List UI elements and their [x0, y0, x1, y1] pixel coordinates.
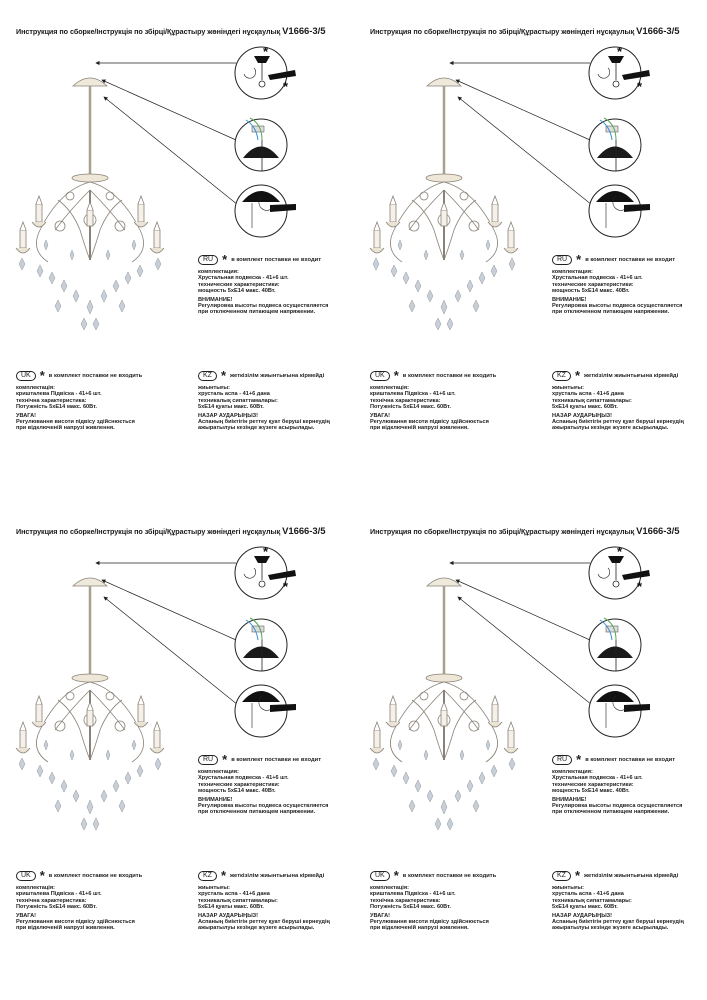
info-line: мощность 5xE14 макс. 40Вт. [198, 288, 276, 295]
info-line: жиынтығы: [552, 885, 585, 891]
not-included-note: жеткізілім жиынтығына кірмейді [230, 372, 325, 379]
info-line: технические характеристики: [552, 781, 634, 788]
not-included-note: в комплект поставки не входить [402, 872, 497, 879]
arrow-line [102, 580, 236, 640]
info-line: Потужність 5xE14 макс. 60Вт. [370, 404, 451, 411]
info-line: техникалық сипаттамалары: [552, 897, 632, 904]
info-line: комплектация: [198, 769, 239, 775]
info-line: при отключенном питающем напряжении. [552, 809, 670, 816]
language-badge-kz: KZ [552, 371, 571, 381]
info-line: технічна характеристика: [370, 397, 441, 404]
info-block-ru [198, 752, 329, 816]
model-number: V1666-3/5 [636, 526, 680, 537]
info-line: комплектація: [370, 385, 409, 391]
not-included-note: жеткізілім жиынтығына кірмейді [230, 872, 325, 879]
info-line: Хрустальная подвеска - 41+6 шт. [552, 275, 643, 282]
info-line: Регулювання висоти підвісу здійснюється [16, 919, 135, 926]
info-line: хрусталь аспа - 41+6 дана [198, 891, 270, 898]
info-block-kz [552, 368, 684, 432]
info-line: 5xE14 қуаты макс. 60Вт. [552, 404, 618, 411]
info-block-kz [198, 368, 330, 432]
svg-text:*: * [637, 79, 643, 94]
asterisk-icon: * [220, 868, 227, 883]
asterisk-icon: * [222, 252, 228, 267]
info-line: ажыратылуы кезінде жүзеге асырылады. [552, 425, 669, 432]
info-line: хрусталь аспа - 41+6 дана [552, 391, 624, 398]
info-line: технічна характеристика: [16, 897, 87, 904]
chandelier [16, 78, 164, 262]
info-line: мощность 5xE14 макс. 40Вт. [552, 788, 630, 795]
info-line: комплектація: [16, 885, 55, 891]
detail-circle-wiring [589, 118, 641, 171]
model-number: V1666-3/5 [636, 26, 680, 37]
not-included-note: жеткізілім жиынтығына кірмейді [584, 872, 679, 879]
chandelier [370, 78, 518, 262]
instruction-panel [354, 500, 707, 1000]
info-block-kz [198, 868, 330, 932]
info-line: при відключеній напрузі живлення. [370, 925, 469, 932]
info-block-uk [370, 368, 497, 432]
info-line: комплектация: [198, 269, 239, 275]
info-line: при отключенном питающем напряжении. [198, 809, 316, 816]
info-line: техникалық сипаттамалары: [552, 397, 632, 404]
detail-circle-wiring [235, 618, 287, 671]
info-line: Аспаның биіктігін реттеу қуат беруші кернеудің [552, 919, 684, 926]
asterisk-icon: * [576, 252, 582, 267]
not-included-note: жеткізілім жиынтығына кірмейді [584, 372, 679, 379]
info-line: ажыратылуы кезінде жүзеге асырылады. [552, 925, 669, 932]
asterisk-icon: * [39, 868, 45, 883]
info-line: комплектація: [370, 885, 409, 891]
svg-text:*: * [617, 544, 623, 559]
model-number: V1666-3/5 [282, 526, 326, 537]
asterisk-icon: * [576, 752, 582, 767]
language-badge-uk: UK [16, 871, 36, 881]
info-block-uk [16, 868, 143, 932]
info-line: мощность 5xE14 макс. 40Вт. [198, 788, 276, 795]
info-line: кришталева Підвіска - 41+6 шт. [370, 391, 456, 398]
info-line: 5xE14 қуаты макс. 60Вт. [552, 904, 618, 911]
info-line: технічна характеристика: [16, 397, 87, 404]
info-line: технические характеристики: [198, 781, 280, 788]
detail-circle-canopy [589, 685, 650, 737]
info-line: комплектация: [552, 269, 593, 275]
info-line: Аспаның биіктігін реттеу қуат беруші кернеудің [198, 919, 330, 926]
language-badge-kz: KZ [198, 371, 217, 381]
not-included-note: в комплект поставки не входит [231, 256, 322, 263]
language-badge-kz: KZ [552, 871, 571, 881]
title-text: Инструкция по сборке/Інструкція по збірці/Құрастыру жөніндегі нұсқаулық [370, 527, 637, 536]
instruction-panel [0, 500, 353, 1000]
info-line: хрусталь аспа - 41+6 дана [552, 891, 624, 898]
warning-heading: УВАГА! [16, 912, 37, 919]
info-line: ажыратылуы кезінде жүзеге асырылады. [198, 425, 315, 432]
asterisk-icon: * [574, 868, 581, 883]
asterisk-icon: * [393, 368, 399, 383]
warning-heading: НАЗАР АУДАРЫҢЫЗ! [552, 912, 613, 919]
arrow-line [104, 97, 238, 205]
svg-text:*: * [617, 44, 623, 59]
info-line: кришталева Підвіска - 41+6 шт. [16, 891, 102, 898]
arrow-line [102, 80, 236, 140]
arrow-line [456, 80, 590, 140]
info-line: Хрустальная подвеска - 41+6 шт. [198, 275, 289, 282]
svg-text:*: * [283, 579, 289, 594]
info-line: Потужність 5xE14 макс. 60Вт. [16, 904, 97, 911]
info-line: техникалық сипаттамалары: [198, 397, 278, 404]
info-line: Регулювання висоти підвісу здійснюється [370, 419, 489, 426]
language-badge-ru: RU [552, 255, 572, 265]
arrow-line [458, 597, 592, 705]
info-line: Аспаның биіктігін реттеу қуат беруші кернеудің [552, 419, 684, 426]
model-number: V1666-3/5 [282, 26, 326, 37]
info-block-ru [552, 752, 683, 816]
detail-circle-wiring [235, 118, 287, 171]
not-included-note: в комплект поставки не входит [585, 256, 676, 263]
info-line: 5xE14 қуаты макс. 60Вт. [198, 404, 264, 411]
info-line: жиынтығы: [198, 385, 231, 391]
chandelier [370, 578, 518, 762]
warning-heading: ВНИМАНИЕ! [198, 796, 233, 803]
info-line: технические характеристики: [198, 281, 280, 288]
not-included-note: в комплект поставки не входит [231, 756, 322, 763]
info-line: технічна характеристика: [370, 897, 441, 904]
language-badge-uk: UK [370, 371, 390, 381]
info-block-ru [552, 252, 683, 316]
asterisk-icon: * [220, 368, 227, 383]
detail-circle-canopy [589, 185, 650, 237]
not-included-note: в комплект поставки не входить [402, 372, 497, 379]
detail-circle-wiring [589, 618, 641, 671]
not-included-note: в комплект поставки не входит [585, 756, 676, 763]
asterisk-icon: * [574, 368, 581, 383]
info-line: при отключенном питающем напряжении. [198, 309, 316, 316]
asterisk-icon: * [39, 368, 45, 383]
language-badge-ru: RU [198, 755, 218, 765]
info-block-uk [16, 368, 143, 432]
info-line: при відключеній напрузі живлення. [16, 925, 115, 932]
info-line: Регулировка высоты подвеса осуществляется [552, 303, 683, 310]
language-badge-uk: UK [370, 871, 390, 881]
info-line: технические характеристики: [552, 281, 634, 288]
svg-text:*: * [263, 544, 269, 559]
title-text: Инструкция по сборке/Інструкція по збірці/Құрастыру жөніндегі нұсқаулық [16, 527, 283, 536]
info-line: ажыратылуы кезінде жүзеге асырылады. [198, 925, 315, 932]
info-line: Регулировка высоты подвеса осуществляется [552, 803, 683, 810]
warning-heading: ВНИМАНИЕ! [552, 296, 587, 303]
warning-heading: УВАГА! [370, 412, 391, 419]
info-line: Хрустальная подвеска - 41+6 шт. [198, 775, 289, 782]
instruction-panel [0, 0, 353, 500]
info-line: комплектация: [552, 769, 593, 775]
svg-text:*: * [283, 79, 289, 94]
arrow-line [456, 580, 590, 640]
chandelier [16, 578, 164, 762]
info-line: мощность 5xE14 макс. 40Вт. [552, 288, 630, 295]
not-included-note: в комплект поставки не входить [48, 372, 143, 379]
language-badge-kz: KZ [198, 871, 217, 881]
info-line: Хрустальная подвеска - 41+6 шт. [552, 775, 643, 782]
instruction-panel [354, 0, 707, 500]
info-line: Потужність 5xE14 макс. 60Вт. [370, 904, 451, 911]
asterisk-icon: * [222, 752, 228, 767]
warning-heading: УВАГА! [370, 912, 391, 919]
info-line: 5xE14 қуаты макс. 60Вт. [198, 904, 264, 911]
warning-heading: НАЗАР АУДАРЫҢЫЗ! [198, 912, 259, 919]
info-line: Потужність 5xE14 макс. 60Вт. [16, 404, 97, 411]
info-line: техникалық сипаттамалары: [198, 897, 278, 904]
info-line: Регулировка высоты подвеса осуществляется [198, 803, 329, 810]
info-block-uk [370, 868, 497, 932]
warning-heading: НАЗАР АУДАРЫҢЫЗ! [552, 412, 613, 419]
info-line: кришталева Підвіска - 41+6 шт. [370, 891, 456, 898]
info-line: Регулировка высоты подвеса осуществляется [198, 303, 329, 310]
svg-text:*: * [263, 44, 269, 59]
info-block-ru [198, 252, 329, 316]
arrow-line [458, 97, 592, 205]
warning-heading: УВАГА! [16, 412, 37, 419]
detail-circle-canopy [235, 185, 296, 237]
info-block-kz [552, 868, 684, 932]
language-badge-ru: RU [552, 755, 572, 765]
language-badge-uk: UK [16, 371, 36, 381]
language-badge-ru: RU [198, 255, 218, 265]
info-line: при відключеній напрузі живлення. [370, 425, 469, 432]
info-line: Регулювання висоти підвісу здійснюється [370, 919, 489, 926]
warning-heading: ВНИМАНИЕ! [198, 296, 233, 303]
not-included-note: в комплект поставки не входить [48, 872, 143, 879]
warning-heading: ВНИМАНИЕ! [552, 796, 587, 803]
info-line: при відключеній напрузі живлення. [16, 425, 115, 432]
title-text: Инструкция по сборке/Інструкція по збірці/Құрастыру жөніндегі нұсқаулық [370, 27, 637, 36]
info-line: жиынтығы: [552, 385, 585, 391]
info-line: жиынтығы: [198, 885, 231, 891]
info-line: Регулювання висоти підвісу здійснюється [16, 419, 135, 426]
info-line: кришталева Підвіска - 41+6 шт. [16, 391, 102, 398]
info-line: Аспаның биіктігін реттеу қуат беруші кернеудің [198, 419, 330, 426]
detail-circle-canopy [235, 685, 296, 737]
info-line: хрусталь аспа - 41+6 дана [198, 391, 270, 398]
svg-text:*: * [637, 579, 643, 594]
info-line: комплектація: [16, 385, 55, 391]
arrow-line [104, 597, 238, 705]
asterisk-icon: * [393, 868, 399, 883]
info-line: при отключенном питающем напряжении. [552, 309, 670, 316]
warning-heading: НАЗАР АУДАРЫҢЫЗ! [198, 412, 259, 419]
title-text: Инструкция по сборке/Інструкція по збірці/Құрастыру жөніндегі нұсқаулық [16, 27, 283, 36]
